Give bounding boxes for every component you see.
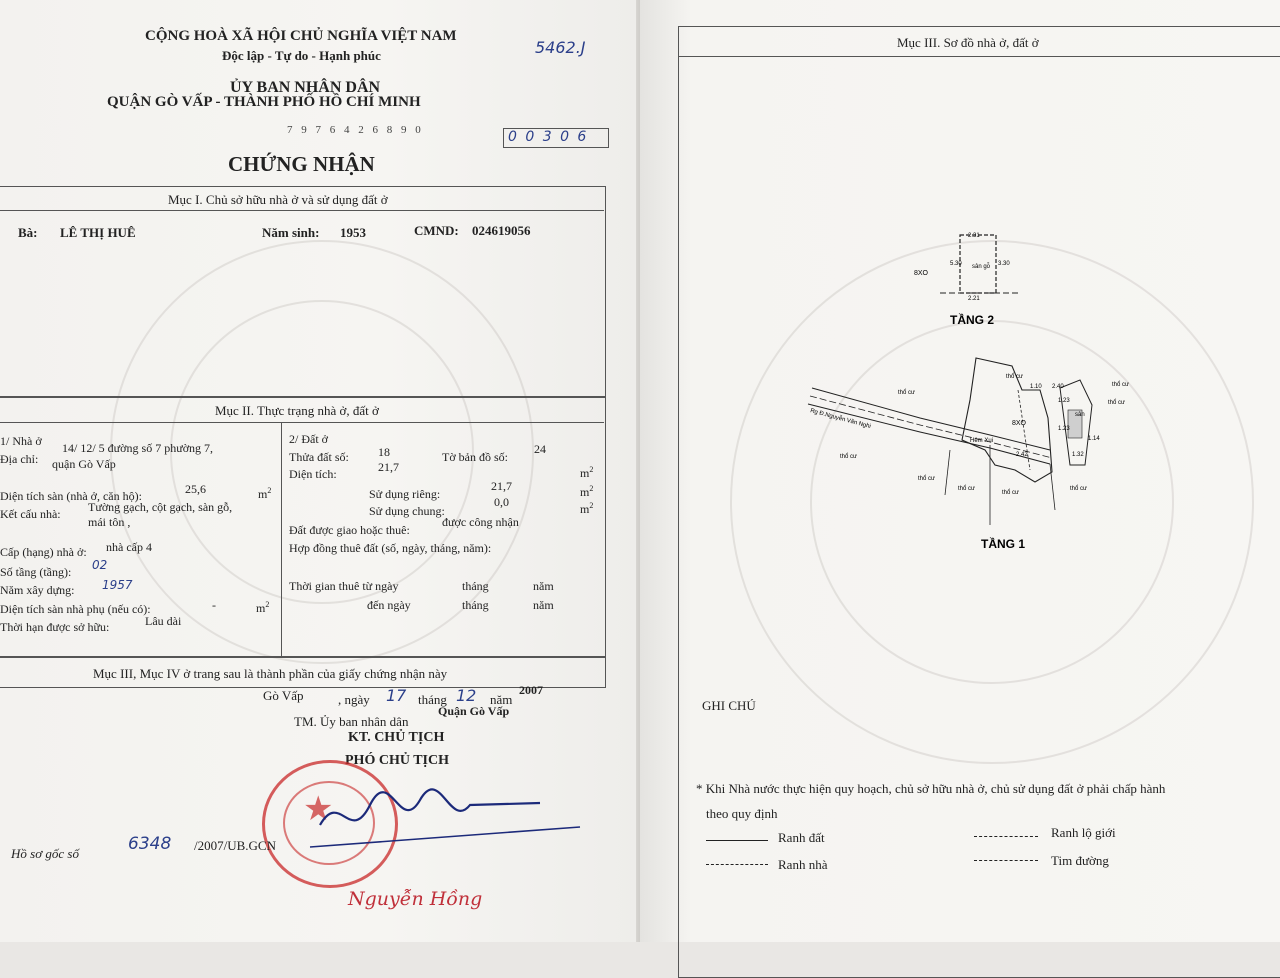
notes-title: GHI CHÚ [702, 698, 756, 713]
allocation-value: được công nhận [442, 515, 519, 529]
legend-house-line [706, 864, 768, 865]
section1-heading: Mục I. Chủ sở hữu nhà ở và sử dụng đất ở [168, 192, 388, 207]
floor2-dim-left: 5.30 [950, 261, 962, 267]
issue-date-prefix: , ngày [338, 692, 370, 707]
dim-240: 2.40 [1052, 384, 1064, 390]
legend-setback-line [974, 836, 1038, 837]
place-stamp: Quận Gò Vấp [438, 704, 510, 718]
lease-from-label: Thời gian thuê từ ngày [289, 579, 399, 593]
area-label: Diện tích: [289, 467, 337, 481]
structure-label: Kết cấu nhà: [0, 507, 61, 521]
parcel-value: 18 [378, 445, 390, 459]
certificate-right-page [640, 0, 1280, 942]
section1-box [0, 186, 606, 398]
tenure-value: Lâu dài [145, 614, 182, 628]
neighbor-label-9: thổ cư [1006, 374, 1024, 380]
build-year-value: 1957 [102, 578, 133, 592]
structure-value-line2: mái tôn , [88, 515, 131, 529]
neighbor-label-6: thổ cư [1070, 486, 1088, 492]
private-use-label: Sử dụng riêng: [369, 487, 441, 501]
lease-contract-label: Hợp đồng thuê đất (số, ngày, tháng, năm): [289, 541, 492, 555]
map-sheet-label: Tờ bản đồ số: [442, 450, 509, 464]
aux-area-unit: $m^2$ [256, 600, 270, 615]
issue-place: Gò Vấp [263, 688, 304, 703]
committee-title: ỦY BAN NHÂN DÂN [230, 79, 381, 96]
legend-house-label: Ranh nhà [778, 857, 828, 872]
aux-area-value: - [212, 598, 216, 612]
neighbor-label-5: thổ cư [1002, 490, 1020, 496]
owner-title-label: Bà: [18, 225, 38, 240]
floor-area-label: Diện tích sàn (nhà ở, căn hộ): [0, 489, 142, 503]
on-behalf: TM. Ủy ban nhân dân [294, 714, 409, 729]
lease-to-year-label: năm [533, 598, 554, 612]
floor2-dim-top: 2.31 [968, 233, 980, 239]
issue-day: 17 [386, 686, 407, 705]
record-number-suffix: /2007/UB.GCN [194, 838, 276, 853]
aux-area-label: Diện tích sàn nhà phụ (nếu có): [0, 602, 151, 616]
common-use-label: Sử dụng chung: [369, 504, 445, 518]
grade-value: nhà cấp 4 [106, 540, 152, 554]
dim-242: 2.42 [1016, 452, 1028, 458]
legend-land-line [706, 840, 768, 841]
neighbor-label-2: thổ cư [840, 454, 858, 460]
certificate-left-page [0, 0, 640, 942]
area-unit: $m^2$ [580, 465, 594, 480]
floor2-dim-right: 3.30 [998, 261, 1010, 267]
site-plan-diagram [790, 220, 1170, 550]
lease-from-month-label: tháng [462, 579, 489, 593]
grade-label: Cấp (hạng) nhà ở: [0, 545, 87, 559]
lease-to-month-label: tháng [462, 598, 489, 612]
address-label: Địa chỉ: [0, 452, 39, 466]
vice-chairman: PHÓ CHỦ TỊCH [345, 753, 449, 768]
floor-area-unit: $m^2$ [258, 486, 272, 501]
serial-handwritten: 0 0 3 0 6 [508, 129, 589, 145]
section2-heading: Mục II. Thực trạng nhà ở, đất ở [215, 403, 379, 418]
district-title: QUẬN GÒ VẤP - THÀNH PHỐ HỒ CHÍ MINH [107, 94, 421, 110]
legend-setback-label: Ranh lộ giới [1051, 825, 1116, 840]
legend-land-label: Ranh đất [778, 830, 825, 845]
neighbor-label-7: thổ cư [1108, 400, 1126, 406]
floor2-code: 8XO [914, 270, 929, 277]
lease-from-year-label: năm [533, 579, 554, 593]
dim-123b: 1.23 [1058, 426, 1070, 432]
yard-label: sân [1075, 412, 1085, 418]
parcel-label: Thửa đất số: [289, 450, 349, 464]
alley-label: Hẻm Xui [970, 438, 994, 444]
build-year-label: Năm xây dựng: [0, 583, 75, 597]
note-text-line1: * Khi Nhà nước thực hiện quy hoạch, chủ sở hữu nhà ở, chủ sử dụng đất ở phải chấp hành [696, 781, 1166, 796]
serial-number: 7 9 7 6 4 2 6 8 9 0 [287, 124, 424, 136]
land-label: 2/ Đất ở [289, 432, 329, 446]
allocation-label: Đất được giao hoặc thuê: [289, 523, 410, 537]
handwritten-number: 5462.J [535, 38, 586, 57]
signature-image [300, 785, 600, 855]
header-motto: Độc lập - Tự do - Hạnh phúc [222, 48, 381, 63]
private-use-value: 21,7 [491, 479, 512, 493]
header-country: CỘNG HOÀ XÃ HỘI CHỦ NGHĨA VIỆT NAM [145, 28, 457, 44]
floor1-label: TẦNG 1 [981, 537, 1026, 550]
lease-to-label: đến ngày [367, 598, 411, 612]
document-title: CHỨNG NHẬN [228, 152, 375, 176]
neighbor-label-8: thổ cư [1112, 382, 1130, 388]
floors-value: 02 [92, 558, 108, 572]
note-text-line2: theo quy định [706, 806, 778, 821]
record-label: Hồ sơ gốc số [11, 846, 79, 861]
floor2-label: TẦNG 2 [950, 313, 995, 327]
issue-year: 2007 [519, 683, 543, 697]
address-line2: quận Gò Vấp [52, 457, 116, 471]
owner-name: LÊ THỊ HUÊ [60, 225, 136, 240]
structure-value-line1: Tường gạch, cột gạch, sàn gỗ, [88, 500, 233, 514]
balcony-label: sân gỗ [972, 264, 991, 270]
dim-114: 1.14 [1088, 436, 1100, 442]
issue-month-word: tháng [418, 692, 447, 707]
birth-year: 1953 [340, 225, 366, 240]
neighbor-label-3: thổ cư [918, 476, 936, 482]
id-label: CMND: [414, 223, 459, 238]
address-line1: 14/ 12/ 5 đường số 7 phường 7, [62, 441, 214, 455]
map-sheet-value: 24 [534, 442, 546, 456]
id-number: 024619056 [472, 223, 531, 238]
tenure-label: Thời hạn được sở hữu: [0, 620, 110, 634]
section2-divider [0, 422, 604, 423]
diagram-heading: Mục III. Sơ đồ nhà ở, đất ở [897, 35, 1039, 50]
kt-chairman: KT. CHỦ TỊCH [348, 730, 445, 745]
dim-132: 1.32 [1072, 452, 1084, 458]
neighbor-label-1: thổ cư [898, 390, 916, 396]
private-use-unit: $m^2$ [580, 484, 594, 499]
signer-name: Nguyễn Hồng [348, 888, 483, 910]
house-label: 1/ Nhà ở [0, 434, 42, 448]
floors-label: Số tầng (tầng): [0, 565, 72, 579]
common-use-value: 0,0 [494, 495, 509, 509]
road-label: Rg Đ.Nguyễn Văn Nghi [809, 408, 872, 431]
floor2-dim-bottom: 2.21 [968, 296, 980, 302]
common-use-unit: $m^2$ [580, 501, 594, 516]
footer-note: Mục III, Mục IV ở trang sau là thành phần của giấy chứng nhận này [93, 666, 448, 681]
official-seal: ★ [262, 760, 398, 888]
birth-year-label: Năm sinh: [262, 225, 320, 240]
dim-123a: 1.23 [1058, 398, 1070, 404]
neighbor-label-4: thổ cư [958, 486, 976, 492]
issue-year-word: năm [490, 692, 513, 707]
section2-column-divider [281, 422, 282, 656]
legend-center-line [974, 860, 1038, 861]
diagram-header-divider [678, 56, 1280, 57]
legend-center-label: Tim đường [1051, 853, 1109, 868]
section1-divider [0, 210, 604, 211]
floor1-code: 8XO [1012, 420, 1027, 427]
record-number-handwritten: 6348 [128, 834, 172, 854]
area-value: 21,7 [378, 460, 399, 474]
issue-month: 12 [456, 686, 477, 705]
dim-110: 1.10 [1030, 384, 1042, 390]
floor-area-value: 25,6 [185, 482, 206, 496]
